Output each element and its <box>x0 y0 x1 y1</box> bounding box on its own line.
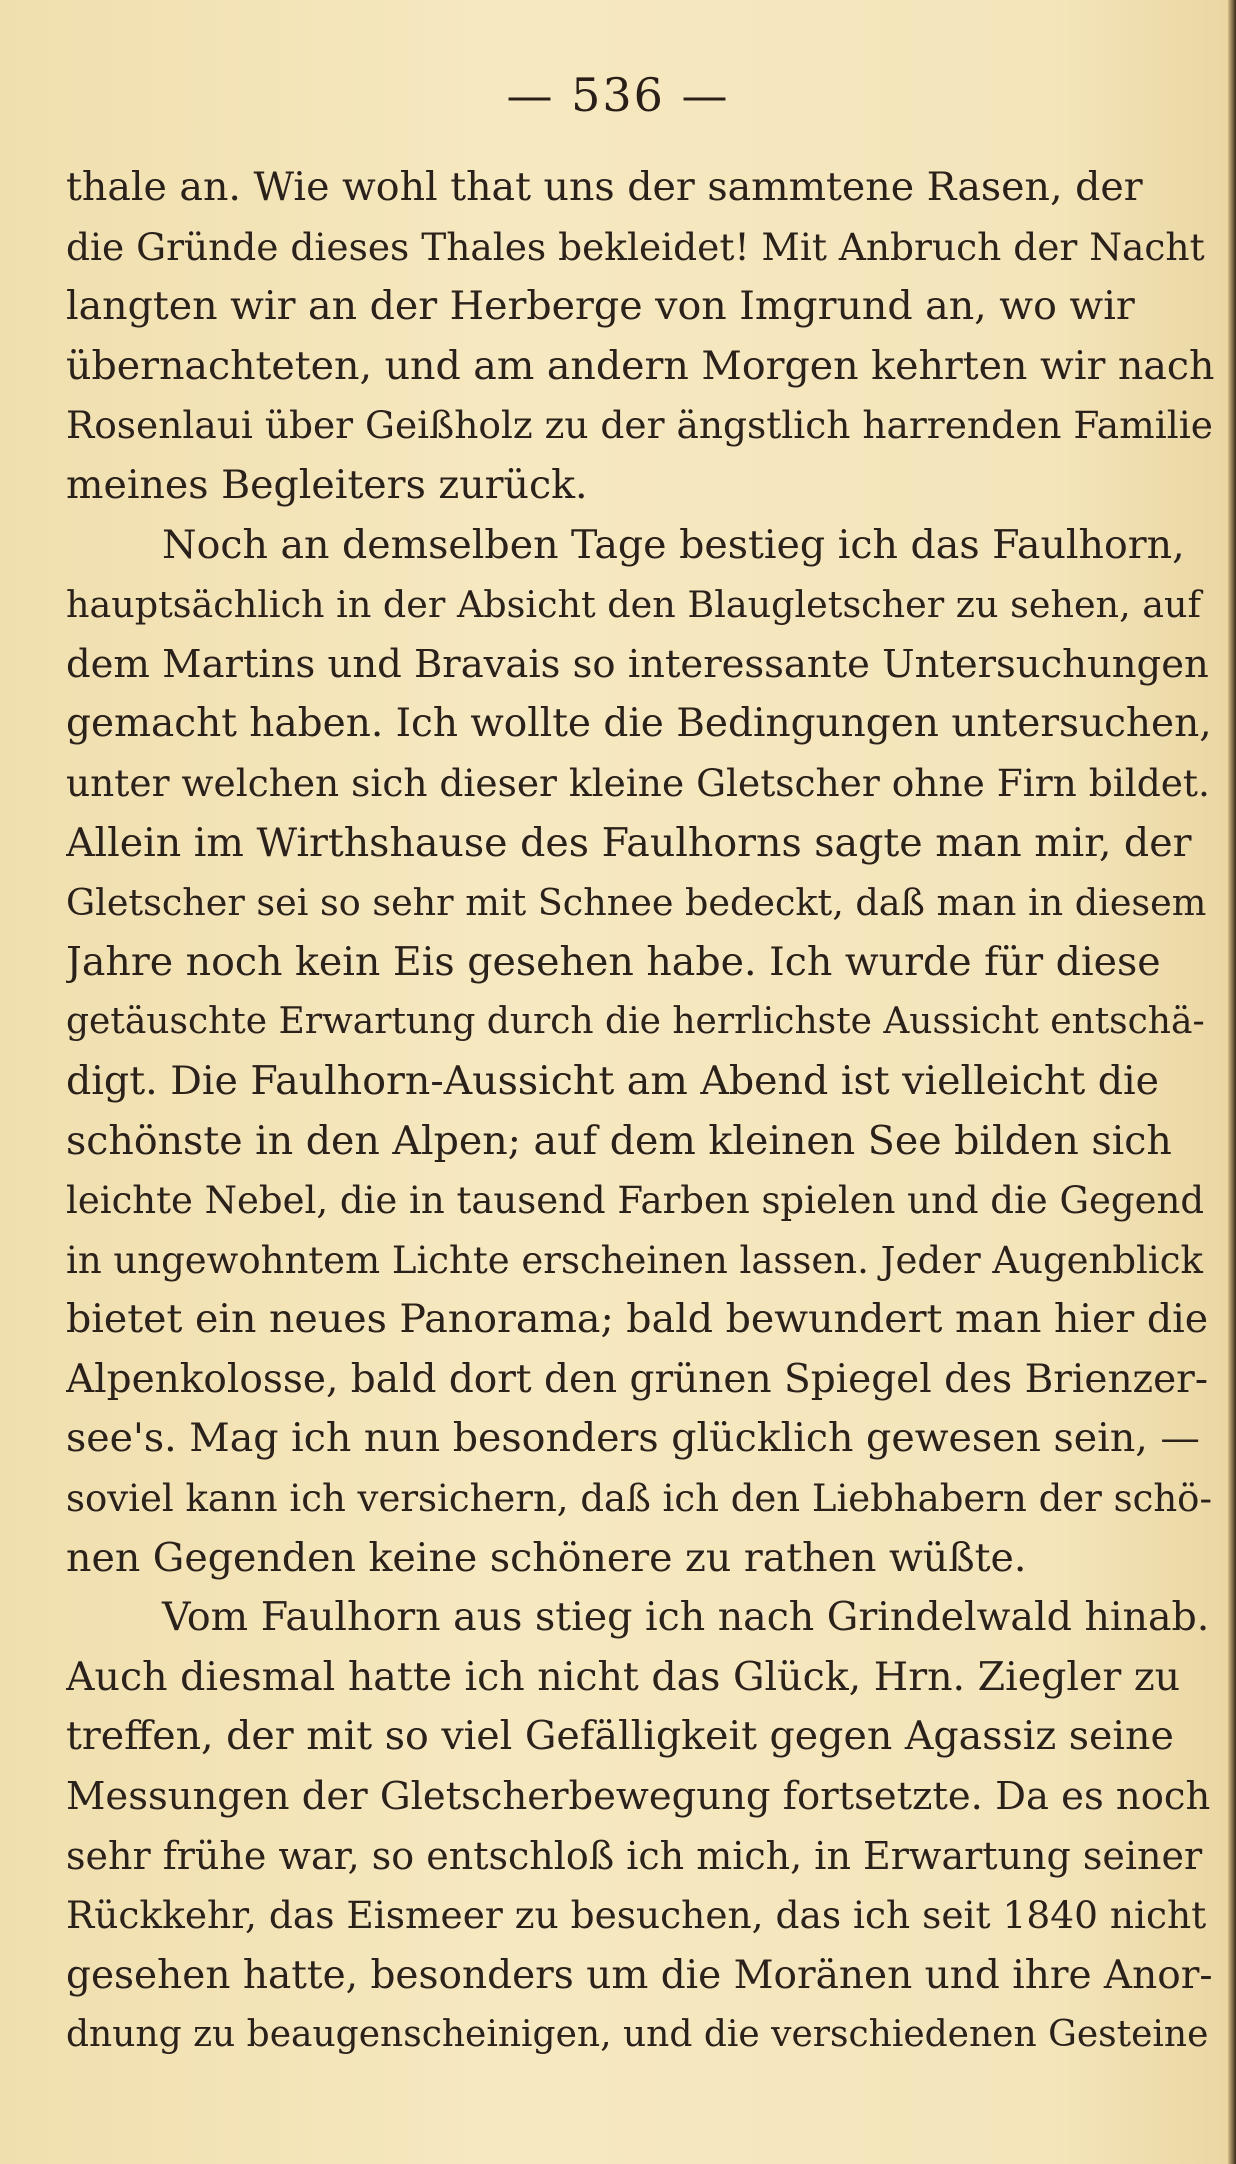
text-line: sehr frühe war, so entschloß ich mich, in Erwartung seiner <box>66 1833 1203 1878</box>
text-line: leichte Nebel, die in tausend Farben spielen und die Gegend <box>66 1179 1205 1223</box>
text-line: unter welchen sich dieser kleine Gletscher ohne Firn bildet. <box>66 760 1210 805</box>
text-line: Rosenlaui über Geißholz zu der ängstlich harrenden Familie <box>66 403 1213 448</box>
text-line: Messungen der Gletscherbewegung fortsetzte. Da es noch <box>66 1774 1211 1820</box>
page-edge <box>1228 0 1236 2164</box>
text-line: Gletscher sei so sehr mit Schnee bedeckt, daß man in diesem <box>66 881 1207 925</box>
text-line: digt. Die Faulhorn-Aussicht am Abend ist vielleicht die <box>66 1057 1160 1104</box>
text-line: die Gründe dieses Thales bekleidet! Mit Anbruch der Nacht <box>66 224 1205 269</box>
text-line: Alpenkolosse, bald dort den grünen Spiegel des Brienzer- <box>66 1356 1209 1402</box>
text-line: Rückkehr, das Eismeer zu besuchen, das ich seit 1840 nicht <box>66 1893 1207 1938</box>
text-line: hauptsächlich in der Absicht den Blaugletscher zu sehen, auf <box>66 583 1202 627</box>
text-line: Jahre noch kein Eis gesehen habe. Ich wurde für diese <box>66 938 1161 985</box>
text-line: gesehen hatte, besonders um die Moränen und ihre Anor- <box>66 1952 1213 1998</box>
text-line: soviel kann ich versichern, daß ich den Liebhabern der schö- <box>66 1477 1212 1521</box>
text-line: schönste in den Alpen; auf dem kleinen See bilden sich <box>66 1117 1172 1164</box>
page-body-text <box>66 158 1214 2065</box>
text-line: getäuschte Erwartung durch die herrlichste Aussicht entschä- <box>66 1001 1205 1043</box>
text-line: nen Gegenden keine schönere zu rathen wüßte. <box>66 1534 1027 1581</box>
text-line: dnung zu beaugenscheinigen, und die verschiedenen Gesteine <box>66 2014 1209 2056</box>
text-line: übernachteten, und am andern Morgen kehrten wir nach <box>66 342 1214 389</box>
text-line: gemacht haben. Ich wollte die Bedingungen untersuchen, <box>66 701 1212 747</box>
text-line: langten wir an der Herberge von Imgrund an, wo wir <box>66 283 1135 330</box>
text-line: Noch an demselben Tage bestieg ich das Faulhorn, <box>162 521 1185 568</box>
page-number: — 536 — <box>506 68 730 122</box>
text-line: bietet ein neues Panorama; bald bewundert man hier die <box>66 1296 1209 1343</box>
text-line: see's. Mag ich nun besonders glücklich gewesen sein, — <box>66 1415 1200 1462</box>
text-line: dem Martins und Bravais so interessante Untersuchungen <box>66 641 1209 687</box>
text-line: Allein im Wirthshause des Faulhorns sagte man mir, der <box>66 819 1192 866</box>
text-line: meines Begleiters zurück. <box>66 461 588 508</box>
text-line: thale an. Wie wohl that uns der sammtene Rasen, der <box>66 164 1143 210</box>
text-line: Auch diesmal hatte ich nicht das Glück, Hrn. Ziegler zu <box>66 1653 1181 1700</box>
text-line: treffen, der mit so viel Gefälligkeit gegen Agassiz seine <box>66 1713 1174 1760</box>
text-line: in ungewohntem Lichte erscheinen lassen. Jeder Augenblick <box>66 1238 1203 1282</box>
text-line: Vom Faulhorn aus stieg ich nach Grindelwald hinab. <box>162 1594 1210 1641</box>
